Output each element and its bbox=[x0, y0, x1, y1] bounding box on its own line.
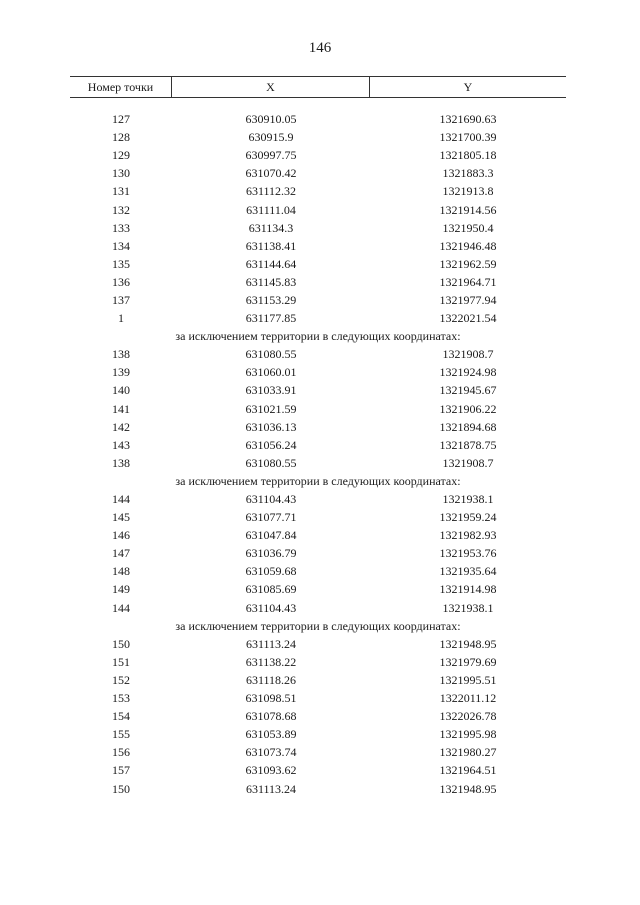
point-number-cell: 140 bbox=[112, 383, 130, 398]
table-row bbox=[70, 291, 566, 309]
table-row bbox=[70, 526, 566, 544]
x-coordinate-cell: 631112.32 bbox=[245, 184, 297, 199]
x-coordinate-cell: 631077.71 bbox=[245, 510, 297, 525]
point-number-cell: 130 bbox=[112, 166, 130, 181]
y-coordinate-cell: 1321894.68 bbox=[439, 419, 497, 434]
table-row bbox=[70, 635, 566, 653]
table-row bbox=[70, 490, 566, 508]
point-number-cell: 137 bbox=[112, 292, 130, 307]
point-number-cell: 127 bbox=[112, 112, 130, 127]
y-coordinate-cell: 1322021.54 bbox=[439, 311, 497, 326]
table-row bbox=[70, 508, 566, 526]
table-row bbox=[70, 599, 566, 617]
table-row bbox=[70, 273, 566, 291]
x-coordinate-cell: 631078.68 bbox=[245, 709, 297, 724]
point-number-cell: 148 bbox=[112, 564, 130, 579]
x-coordinate-cell: 631098.51 bbox=[245, 691, 297, 706]
point-number-cell: 144 bbox=[112, 492, 130, 507]
point-number-cell: 146 bbox=[112, 528, 130, 543]
y-coordinate-cell: 1322026.78 bbox=[439, 709, 497, 724]
y-coordinate-cell: 1322011.12 bbox=[439, 691, 497, 706]
point-number-cell: 145 bbox=[112, 510, 130, 525]
point-number-cell: 152 bbox=[112, 672, 130, 687]
x-coordinate-cell: 631104.43 bbox=[245, 600, 297, 615]
point-number-cell: 1 bbox=[118, 311, 124, 326]
y-coordinate-cell: 1321995.98 bbox=[439, 727, 497, 742]
table-row bbox=[70, 345, 566, 363]
x-coordinate-cell: 631073.74 bbox=[245, 745, 297, 760]
x-coordinate-cell: 631056.24 bbox=[245, 437, 297, 452]
x-coordinate-cell: 631060.01 bbox=[245, 365, 297, 380]
y-coordinate-cell: 1321924.98 bbox=[439, 365, 497, 380]
y-coordinate-cell: 1321946.48 bbox=[439, 238, 497, 253]
header-x: X bbox=[172, 77, 370, 97]
y-coordinate-cell: 1321883.3 bbox=[442, 166, 494, 181]
point-number-cell: 147 bbox=[112, 546, 130, 561]
point-number-cell: 136 bbox=[112, 274, 130, 289]
table-row bbox=[70, 164, 566, 182]
point-number-cell: 131 bbox=[112, 184, 130, 199]
x-coordinate-cell: 631118.26 bbox=[245, 672, 297, 687]
y-coordinate-cell: 1321908.7 bbox=[442, 455, 494, 470]
x-coordinate-cell: 631113.24 bbox=[245, 636, 297, 651]
table-row bbox=[70, 255, 566, 273]
y-coordinate-cell: 1321962.59 bbox=[439, 256, 497, 271]
point-number-cell: 149 bbox=[112, 582, 130, 597]
y-coordinate-cell: 1321908.7 bbox=[442, 347, 494, 362]
table-row bbox=[70, 182, 566, 200]
y-coordinate-cell: 1321977.94 bbox=[439, 292, 497, 307]
x-coordinate-cell: 631138.22 bbox=[245, 654, 297, 669]
y-coordinate-cell: 1321913.8 bbox=[442, 184, 494, 199]
table-row bbox=[70, 725, 566, 743]
x-coordinate-cell: 631138.41 bbox=[245, 238, 297, 253]
table-row bbox=[70, 653, 566, 671]
table-row bbox=[70, 400, 566, 418]
x-coordinate-cell: 631093.62 bbox=[245, 763, 297, 778]
point-number-cell: 155 bbox=[112, 727, 130, 742]
y-coordinate-cell: 1321690.63 bbox=[439, 112, 497, 127]
y-coordinate-cell: 1321950.4 bbox=[442, 220, 494, 235]
point-number-cell: 144 bbox=[112, 600, 130, 615]
point-number-cell: 154 bbox=[112, 709, 130, 724]
y-coordinate-cell: 1321938.1 bbox=[442, 600, 494, 615]
x-coordinate-cell: 631111.04 bbox=[246, 202, 296, 217]
y-coordinate-cell: 1321878.75 bbox=[439, 437, 497, 452]
y-coordinate-cell: 1321982.93 bbox=[439, 528, 497, 543]
y-coordinate-cell: 1321959.24 bbox=[439, 510, 497, 525]
header-y: Y bbox=[463, 79, 473, 94]
x-coordinate-cell: 631070.42 bbox=[245, 166, 297, 181]
y-coordinate-cell: 1321964.71 bbox=[439, 274, 497, 289]
y-coordinate-cell: 1321805.18 bbox=[439, 148, 497, 163]
y-coordinate-cell: 1321995.51 bbox=[439, 672, 497, 687]
table-row bbox=[70, 743, 566, 761]
y-coordinate-cell: 1321906.22 bbox=[439, 401, 497, 416]
table-row bbox=[70, 689, 566, 707]
table-row bbox=[70, 562, 566, 580]
point-number-cell: 150 bbox=[112, 781, 130, 796]
x-coordinate-cell: 631036.79 bbox=[245, 546, 297, 561]
point-number-cell: 156 bbox=[112, 745, 130, 760]
point-number-cell: 141 bbox=[112, 401, 130, 416]
header-point-number: Номер точки bbox=[70, 77, 172, 97]
x-coordinate-cell: 630910.05 bbox=[245, 112, 297, 127]
x-coordinate-cell: 631047.84 bbox=[245, 528, 297, 543]
table-row bbox=[70, 219, 566, 237]
point-number-cell: 139 bbox=[112, 365, 130, 380]
y-coordinate-cell: 1321945.67 bbox=[439, 383, 497, 398]
point-number-cell: 135 bbox=[112, 256, 130, 271]
point-number-cell: 138 bbox=[112, 455, 130, 470]
x-coordinate-cell: 631033.91 bbox=[245, 383, 297, 398]
table-row bbox=[70, 128, 566, 146]
exclusion-note: за исключением территории в следующих координатах: bbox=[175, 473, 461, 488]
y-coordinate-cell: 1321948.95 bbox=[439, 636, 497, 651]
table-row bbox=[70, 200, 566, 218]
table-row bbox=[70, 381, 566, 399]
y-coordinate-cell: 1321914.98 bbox=[439, 582, 497, 597]
table-row bbox=[70, 146, 566, 164]
x-coordinate-cell: 631153.29 bbox=[245, 292, 297, 307]
y-coordinate-cell: 1321700.39 bbox=[439, 130, 497, 145]
x-coordinate-cell: 631059.68 bbox=[245, 564, 297, 579]
x-coordinate-cell: 631080.55 bbox=[245, 455, 297, 470]
point-number-cell: 129 bbox=[112, 148, 130, 163]
table-row bbox=[70, 544, 566, 562]
point-number-cell: 150 bbox=[112, 636, 130, 651]
table-row bbox=[70, 309, 566, 327]
page-number: 146 bbox=[308, 40, 332, 56]
y-coordinate-cell: 1321914.56 bbox=[439, 202, 497, 217]
table-row bbox=[70, 580, 566, 598]
table-row bbox=[70, 761, 566, 779]
x-coordinate-cell: 631104.43 bbox=[245, 492, 297, 507]
point-number-cell: 128 bbox=[112, 130, 130, 145]
y-coordinate-cell: 1321948.95 bbox=[439, 781, 497, 796]
y-coordinate-cell: 1321964.51 bbox=[439, 763, 497, 778]
table-row bbox=[70, 237, 566, 255]
table-row bbox=[70, 671, 566, 689]
point-number-cell: 138 bbox=[112, 347, 130, 362]
point-number-cell: 134 bbox=[112, 238, 130, 253]
x-coordinate-cell: 631085.69 bbox=[245, 582, 297, 597]
x-coordinate-cell: 631080.55 bbox=[245, 347, 297, 362]
point-number-cell: 132 bbox=[112, 202, 130, 217]
exclusion-note: за исключением территории в следующих координатах: bbox=[175, 618, 461, 633]
x-coordinate-cell: 631053.89 bbox=[245, 727, 297, 742]
x-coordinate-cell: 631036.13 bbox=[245, 419, 297, 434]
point-number-cell: 143 bbox=[112, 437, 130, 452]
table-row bbox=[70, 436, 566, 454]
point-number-cell: 142 bbox=[112, 419, 130, 434]
point-number-cell: 153 bbox=[112, 691, 130, 706]
table-row bbox=[70, 363, 566, 381]
x-coordinate-cell: 631134.3 bbox=[248, 220, 294, 235]
x-coordinate-cell: 631113.24 bbox=[245, 781, 297, 796]
x-coordinate-cell: 631145.83 bbox=[245, 274, 297, 289]
x-coordinate-cell: 630915.9 bbox=[248, 130, 294, 145]
table-row bbox=[70, 418, 566, 436]
x-coordinate-cell: 631021.59 bbox=[245, 401, 297, 416]
exclusion-note: за исключением территории в следующих координатах: bbox=[175, 329, 461, 344]
table-row bbox=[70, 779, 566, 797]
coordinates-table-body bbox=[70, 110, 566, 798]
point-number-cell: 133 bbox=[112, 220, 130, 235]
y-coordinate-cell: 1321980.27 bbox=[439, 745, 497, 760]
y-coordinate-cell: 1321938.1 bbox=[442, 492, 494, 507]
x-coordinate-cell: 630997.75 bbox=[245, 148, 297, 163]
point-number-cell: 151 bbox=[112, 654, 130, 669]
y-coordinate-cell: 1321935.64 bbox=[439, 564, 497, 579]
table-row bbox=[70, 707, 566, 725]
x-coordinate-cell: 631144.64 bbox=[245, 256, 297, 271]
table-row bbox=[70, 110, 566, 128]
table-row bbox=[70, 454, 566, 472]
x-coordinate-cell: 631177.85 bbox=[245, 311, 297, 326]
table-header bbox=[70, 76, 566, 98]
point-number-cell: 157 bbox=[112, 763, 130, 778]
y-coordinate-cell: 1321953.76 bbox=[439, 546, 497, 561]
y-coordinate-cell: 1321979.69 bbox=[439, 654, 497, 669]
